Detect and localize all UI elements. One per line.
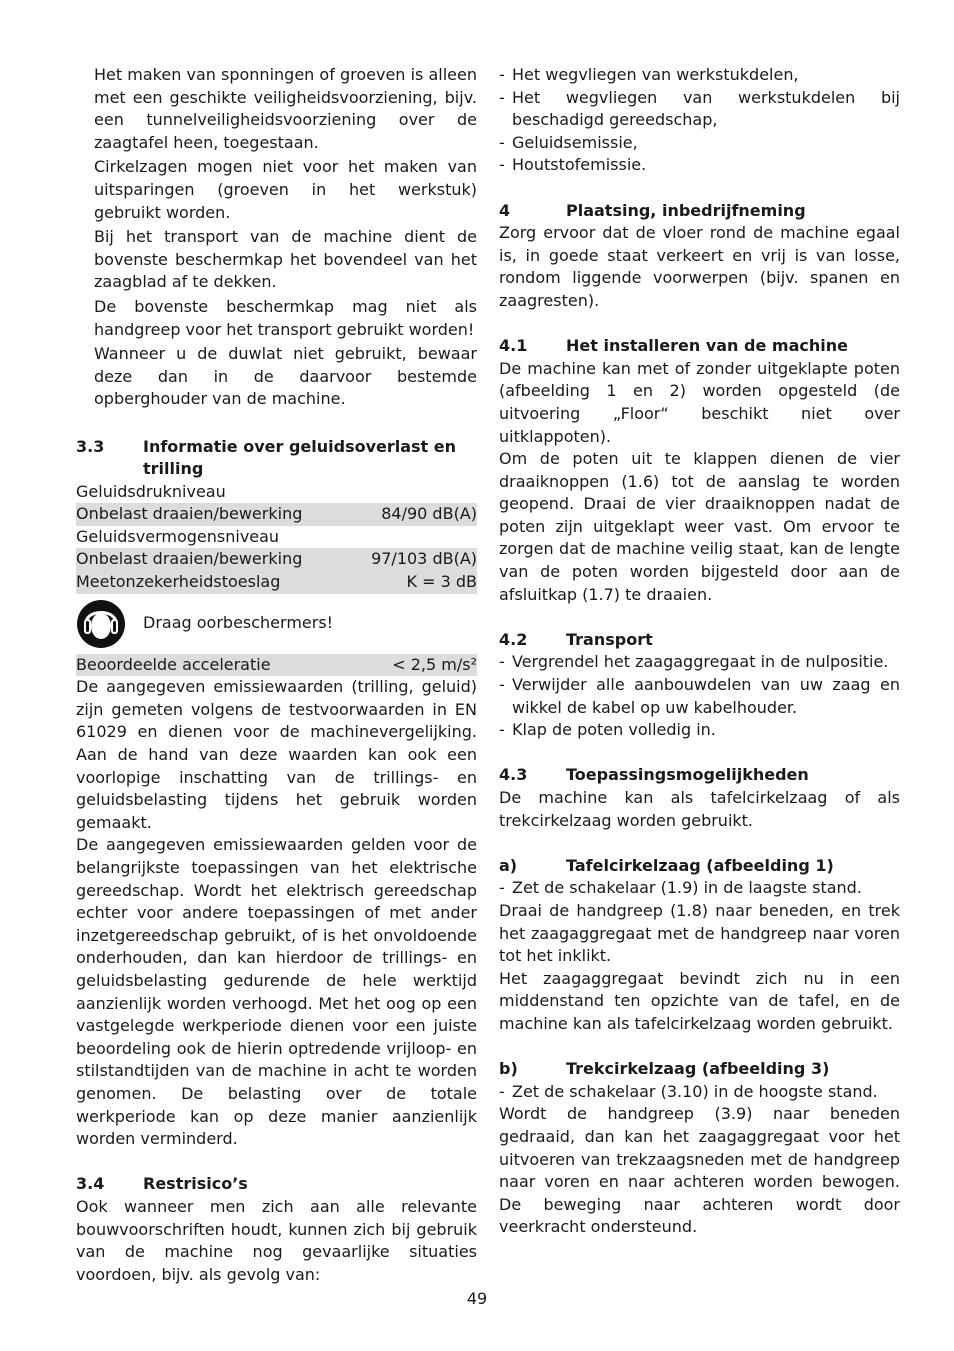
spec-row-uncertainty <box>76 571 477 594</box>
list-item: - Houtstofemissie. <box>499 155 647 175</box>
section-title: Transport <box>566 629 653 649</box>
section-4-paragraph: Zorg ervoor dat de vloer rond de machine egaal is, in goede staat verkeert en vrij is van losse, rondom liggende voorwerpen (bijv. spanen en zaagresten). <box>499 223 900 310</box>
list-item: - Geluidsemissie, <box>499 132 638 152</box>
section-4-1-paragraph-1: De machine kan met of zonder uitgeklapte poten (afbeelding 1 en 2) worden opgesteld (de uitvoering „Floor“ beschikt niet over uitklappoten). <box>499 358 900 446</box>
emission-paragraph-2: De aangegeven emissiewaarden gelden voor de belangrijkste toepassingen van het elektrische gereedschap. Wordt het elektrisch gereedschap echter voor andere toepassingen of met ander inzetgereedschap gebruikt, of is het onvoldoende onderhouden, dan kan hierdoor de trillings- en geluidsbelasting gedurende de hele werktijd aanzienlijk worden verhoogd. Met het oog op een vastgelegde werkperiode dienen voor een juiste beoordeling ook de hierin optredende vrijloop- en stilstandtijden van de machine in acht te worden genomen. De belasting over de totale werkperiode kan op deze manier aanzienlijk worden verminderd. <box>76 835 477 1149</box>
sound-power-label: Geluidsvermogensniveau <box>76 526 280 546</box>
section-title: Restrisico’s <box>143 1174 248 1194</box>
sound-pressure-label: Geluidsdrukniveau <box>76 481 226 501</box>
section-title: Plaatsing, inbedrijfneming <box>566 200 806 220</box>
section-a-heading <box>499 855 900 878</box>
list-item: - Verwijder alle aanbouwdelen van uw zaag en wikkel de kabel op uw kabelhouder. <box>499 675 900 717</box>
spec-value: 97/103 dB(A) <box>371 549 477 569</box>
list-item: - Het wegvliegen van werkstukdelen, <box>499 65 799 84</box>
section-4-3-paragraph: De machine kan als tafelcirkelzaag of als trekcirkelzaag worden gebruikt. <box>499 788 900 830</box>
section-4-heading <box>499 200 900 223</box>
spec-value: < 2,5 m/s² <box>392 654 477 674</box>
ear-protection-icon <box>76 599 126 649</box>
section-number: 4.1 <box>499 336 528 356</box>
warning-text: Draag oorbeschermers! <box>143 613 334 633</box>
spec-label: Beoordeelde acceleratie <box>76 654 271 674</box>
section-number: 4.2 <box>499 629 528 649</box>
section-number: 3.3 <box>76 436 105 456</box>
list-item: - Klap de poten volledig in. <box>499 720 716 740</box>
intro-paragraph-5: Wanneer u de duwlat niet gebruikt, bewaar deze dan in de daarvoor bestemde opberghouder van de machine. <box>94 344 477 409</box>
section-number: b) <box>499 1059 518 1079</box>
list-item: - Het wegvliegen van werkstukdelen bij beschadigd gereedschap, <box>499 87 900 130</box>
section-a-paragraph-1: Draai de handgreep (1.8) naar beneden, en trek het zaagaggregaat met de handgreep naar voren tot het inklikt. <box>499 900 900 966</box>
left-column <box>76 64 477 1286</box>
section-3-3-heading <box>76 436 477 481</box>
intro-paragraph-4: De bovenste beschermkap mag niet als handgreep voor het transport gebruikt worden! <box>94 296 477 339</box>
intro-paragraph-1: Het maken van sponningen of groeven is alleen met een geschikte veiligheidsvoorziening, bijv. een tunnelveiligheidsvoorziening over de zaagtafel heen, toegestaan. <box>94 65 477 152</box>
section-4-3-heading <box>499 764 900 787</box>
spec-label: Onbelast draaien/bewerking <box>76 504 303 524</box>
ear-protection-warning <box>76 598 477 650</box>
list-item: - Zet de schakelaar (3.10) in de hoogste stand. <box>499 1081 878 1101</box>
section-title: Informatie over geluidsoverlast en trilling <box>143 436 457 479</box>
spec-row-power <box>76 548 477 571</box>
intro-paragraph-3: Bij het transport van de machine dient de bovenste beschermkap het bovendeel van het zaagblad af te dekken. <box>94 227 477 292</box>
spec-value: 84/90 dB(A) <box>381 504 477 524</box>
section-a-paragraph-2: Het zaagaggregaat bevindt zich nu in een middenstand ten opzichte van de tafel, en de machine kan als tafelcirkelzaag worden gebruikt. <box>499 968 900 1033</box>
section-3-4-heading <box>76 1173 477 1196</box>
section-4-1-heading <box>499 335 900 358</box>
section-b-heading <box>499 1058 900 1081</box>
section-4-2-heading <box>499 629 900 652</box>
residual-risk-paragraph: Ook wanneer men zich aan alle relevante bouwvoorschriften houdt, kunnen zich bij gebruik van de machine nog gevaarlijke situaties voordoen, bijv. als gevolg van: <box>76 1196 477 1284</box>
emission-paragraph-1: De aangegeven emissiewaarden (trilling, geluid) zijn gemeten volgens de testvoorwaarden in EN 61029 en dienen voor de machinevergelijking. Aan de hand van deze waarden kan ook een voorlopige inschatting van de trillings- en geluidsbelasting tijdens het gebruik worden gemaakt. <box>76 677 477 832</box>
spec-row-acceleration <box>76 654 477 677</box>
spec-label: Meetonzekerheidstoeslag <box>76 572 281 592</box>
section-number: 4 <box>499 200 511 220</box>
section-title: Het installeren van de machine <box>566 336 848 356</box>
section-title: Tafelcirkelzaag (afbeelding 1) <box>566 855 834 875</box>
section-number: 4.3 <box>499 765 528 785</box>
intro-paragraph-2: Cirkelzagen mogen niet voor het maken van uitsparingen (groeven in het werkstuk) gebruikt worden. <box>94 157 477 222</box>
section-4-1-paragraph-2: Om de poten uit te klappen dienen de vier draaiknoppen (1.6) tot de aanslag te worden geopend. Draai de vier draaiknoppen nadat de poten zijn uitgeklapt weer vast. Om ervoor te zorgen dat de machine veilig staat, kan de lengte van de poten worden bijgesteld door aan de afsluitkap (1.7) te draaien. <box>499 449 900 604</box>
spec-value: K = 3 dB <box>406 572 477 592</box>
section-number: a) <box>499 855 518 875</box>
section-number: 3.4 <box>76 1174 105 1194</box>
list-item: - Zet de schakelaar (1.9) in de laagste stand. <box>499 878 862 898</box>
section-title: Trekcirkelzaag (afbeelding 3) <box>566 1059 830 1079</box>
list-item: - Vergrendel het zaagaggregaat in de nulpositie. <box>499 652 889 672</box>
page-number: 49 <box>466 1289 488 1308</box>
right-column <box>499 64 900 1239</box>
section-title: Toepassingsmogelijkheden <box>566 765 809 785</box>
spec-row-pressure <box>76 503 477 526</box>
section-b-paragraph: Wordt de handgreep (3.9) naar beneden gedraaid, dan kan het zaagaggregaat voor het uitvoeren van trekzaagsneden met de handgreep naar voren en naar achteren worden bewogen. De beweging naar achteren wordt door veerkracht ondersteund. <box>499 1104 900 1237</box>
spec-label: Onbelast draaien/bewerking <box>76 549 303 569</box>
